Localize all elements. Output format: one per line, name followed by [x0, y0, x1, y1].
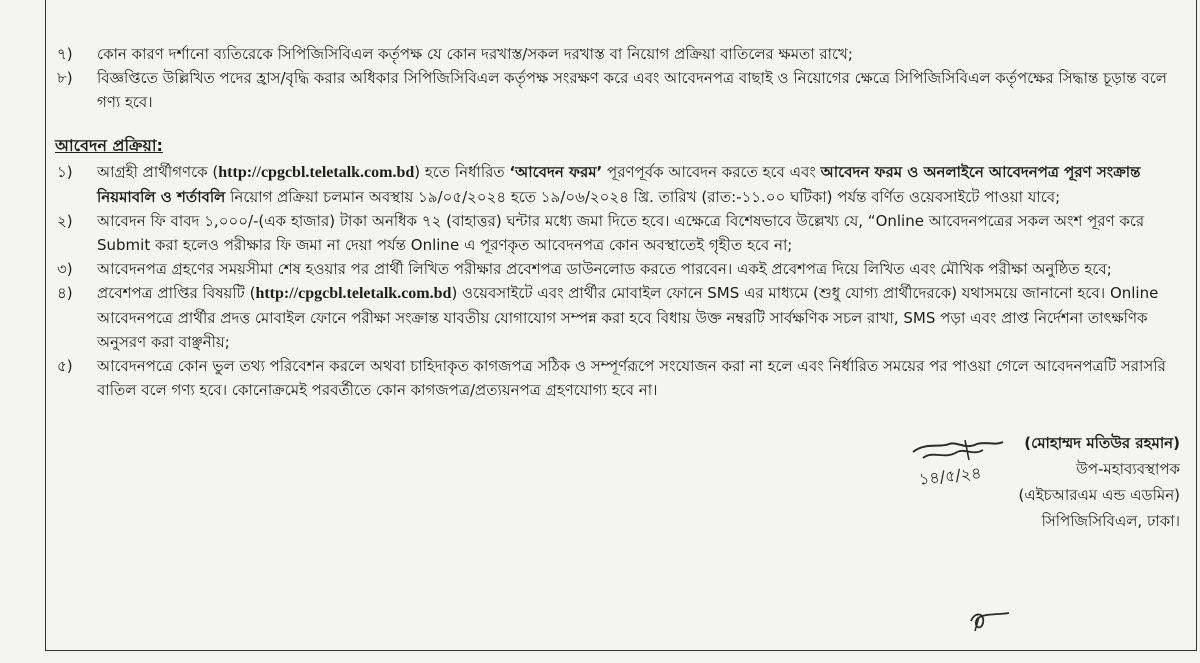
procedure-number: ৪): [57, 284, 73, 302]
procedure-item-1: [55, 160, 1175, 209]
signatory-designation: উপ-মহাব্যবস্থাপক: [1076, 460, 1180, 478]
rule-text: বিজ্ঞপ্তিতে উল্লিখিত পদের হ্রাস/বৃদ্ধি করার অধিকার সিপিজিসিবিএল কর্তৃপক্ষ সংরক্ষণ করে এবং আবেদনপত্র বাছাই ও নিয়োগের ক্ষেত্রে সিপিজিসিবিএল কর্তৃপক্ষের সিদ্ধান্ত চূড়ান্ত বলে গণ্য হবে।: [97, 69, 1167, 111]
procedure-item-4: [55, 281, 1175, 354]
signatory-name: (মোহাম্মদ মতিউর রহমান): [1024, 434, 1180, 452]
signature-date: ১৪/৫/২৪: [917, 463, 983, 489]
procedure-text: আগ্রহী প্রার্থীগণকে (http://cpgcbl.teletalk.com.bd) হতে নির্ধারিত ‘আবেদন ফরম’ পূরণপূর্বক আবেদন করতে হবে এবং আবেদন ফরম ও অনলাইনে আবেদনপত্র পূরণ সংক্রান্ত নিয়মাবলি ও শর্তাবলি নিয়োগ প্রক্রিয়া চলমান অবস্থায় ১৯/০৫/২০২৪ হতে ১৯/০৬/২০২৪ খ্রি. তারিখ (রাত:-১১.০০ ঘটিকা) পর্যন্ত বর্ণিত ওয়েবসাইটে পাওয়া যাবে;: [97, 163, 1141, 206]
procedure-item-5: [55, 354, 1175, 402]
procedure-number: ১): [57, 163, 73, 181]
application-url-link[interactable]: http://cpgcbl.teletalk.com.bd: [218, 164, 415, 181]
rules-conditions-label: আবেদন ফরম ও অনলাইনে আবেদনপত্র পূরণ সংক্রান্ত নিয়মাবলি ও শর্তাবলি: [97, 163, 1141, 206]
signatory-organization: সিপিজিসিবিএল, ঢাকা।: [1041, 512, 1180, 530]
rule-item-8: [55, 66, 1175, 114]
procedure-item-3: [55, 257, 1175, 281]
procedure-item-2: [55, 209, 1175, 257]
procedure-text: আবেদনপত্রে কোন ভুল তথ্য পরিবেশন করলে অথবা চাহিদাকৃত কাগজপত্র সঠিক ও সম্পূর্ণরূপে সংযোজন করা না হলে এবং নির্ধারিত সময়ের পর পাওয়া গেলে আবেদনপত্রটি সরাসরি বাতিল বলে গণ্য হবে। কোনোক্রমেই পরবর্তীতে কোন কাগজপত্র/প্রত্যয়নপত্র গ্রহণযোগ্য হবে না।: [97, 357, 1166, 399]
signatory-department: (এইচআরএম এন্ড এডমিন): [1018, 486, 1180, 504]
application-form-label: ‘আবেদন ফরম’: [509, 163, 603, 181]
procedure-number: ২): [57, 212, 73, 230]
procedure-number: ৫): [57, 357, 73, 375]
procedure-text: আবেদনপত্র গ্রহণের সময়সীমা শেষ হওয়ার পর প্রার্থী লিখিত পরীক্ষার প্রবেশপত্র ডাউনলোড করতে পারবেন। একই প্রবেশপত্র দিয়ে লিখিত এবং মৌখিক পরীক্ষা অনুষ্ঠিত হবে;: [97, 260, 1112, 278]
admit-card-url-link[interactable]: http://cpgcbl.teletalk.com.bd: [255, 285, 452, 302]
signature-block: [880, 430, 1180, 534]
procedure-text: প্রবেশপত্র প্রাপ্তির বিষয়টি (http://cpgcbl.teletalk.com.bd) ওয়েবসাইটে এবং প্রার্থীর মোবাইল ফোনে SMS এর মাধ্যমে (শুধু যোগ্য প্রার্থীদেরকে) যথাসময়ে জানানো হবে। Online আবেদনপত্রে প্রার্থীর প্রদত্ত মোবাইল ফোনে পরীক্ষা সংক্রান্ত যাবতীয় যোগাযোগ সম্পন্ন করা হবে বিধায় উক্ত নম্বরটি সার্বক্ষণিক সচল রাখা, SMS পড়া এবং প্রাপ্ত নির্দেশনা তাৎক্ষণিক অনুসরণ করা বাঞ্ছনীয়;: [97, 284, 1159, 351]
rule-number: ৭): [57, 45, 73, 63]
section-heading: আবেদন প্রক্রিয়া:: [55, 136, 163, 155]
document-body: [55, 42, 1175, 402]
procedure-number: ৩): [57, 260, 73, 278]
initial-mark: [965, 605, 1015, 635]
rule-text: কোন কারণ দর্শানো ব্যতিরেকে সিপিজিসিবিএল কর্তৃপক্ষ যে কোন দরখাস্ত/সকল দরখাস্ত বা নিয়োগ প্রক্রিয়া বাতিলের ক্ষমতা রাখে;: [97, 45, 853, 63]
rule-number: ৮): [57, 69, 73, 87]
procedure-text: আবেদন ফি বাবদ ১,০০০/-(এক হাজার) টাকা অনধিক ৭২ (বাহাত্তর) ঘন্টার মধ্যে জমা দিতে হবে। এক্ষেত্রে বিশেষভাবে উল্লেখ্য যে, “Online আবেদনপত্রের সকল অংশ পূরণ করে Submit করা হলেও পরীক্ষার ফি জমা না দেয়া পর্যন্ত Online এ পূরণকৃত আবেদনপত্র কোন অবস্থাতেই গৃহীত হবে না;: [97, 212, 1145, 254]
rule-item-7: [55, 42, 1175, 66]
